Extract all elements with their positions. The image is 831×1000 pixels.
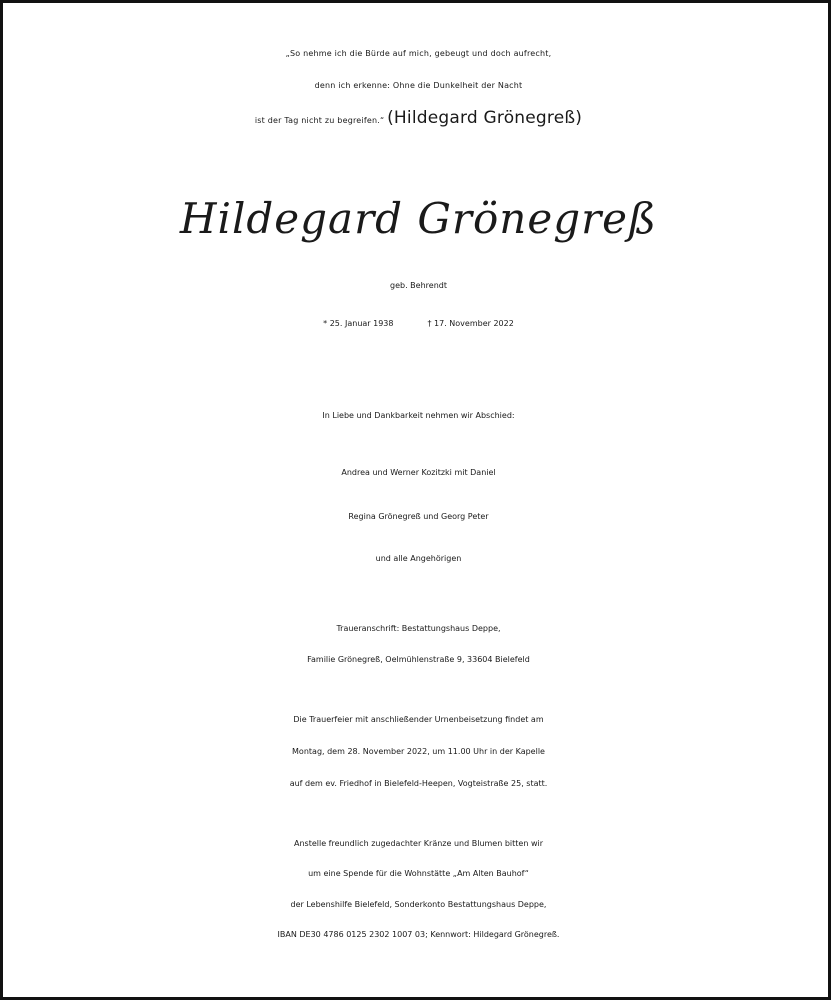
birth-name: geb. Behrendt (390, 281, 447, 290)
farewell-text: In Liebe und Dankbarkeit nehmen wir Abschied: (322, 411, 515, 420)
quote-text-end: ist der Tag nicht zu begreifen.“ (254, 116, 385, 125)
mourning-address-line: Traueranschrift: Bestattungshaus Deppe, (336, 624, 501, 633)
donation-info-line: IBAN DE30 4786 0125 2302 1007 03; Kennwort: Hildegard Grönegreß. (277, 930, 560, 939)
mourner-line: Regina Grönegreß und Georg Peter (348, 512, 489, 521)
quote-line-2: denn ich erkenne: Ohne die Dunkelheit der Nacht (314, 81, 523, 90)
death-date: † 17. November 2022 (427, 319, 514, 328)
mourning-address-line: Familie Grönegreß, Oelmühlenstraße 9, 33604 Bielefeld (307, 655, 530, 664)
funeral-info-line: auf dem ev. Friedhof in Bielefeld-Heepen, Vogteistraße 25, statt. (289, 779, 548, 788)
funeral-info-line: Montag, dem 28. November 2022, um 11.00 Uhr in der Kapelle (292, 747, 545, 756)
donation-info-line: um eine Spende für die Wohnstätte „Am Alten Bauhof“ (308, 869, 529, 878)
quote-attribution: (Hildegard Grönegreß) (387, 108, 583, 128)
quote-line-3 (3, 102, 831, 137)
life-dates (3, 319, 831, 328)
birth-date: * 25. Januar 1938 (323, 319, 394, 328)
donation-info-line: Anstelle freundlich zugedachter Kränze und Blumen bitten wir (293, 839, 544, 848)
deceased-name: Hildegard Grönegreß (179, 194, 658, 243)
mourner-line: und alle Angehörigen (375, 554, 462, 563)
funeral-info-line: Die Trauerfeier mit anschließender Urnenbeisetzung findet am (293, 715, 544, 724)
mourner-line: Andrea und Werner Kozitzki mit Daniel (341, 468, 496, 477)
donation-info-line: der Lebenshilfe Bielefeld, Sonderkonto Bestattungshaus Deppe, (290, 900, 547, 909)
quote-line-1: „So nehme ich die Bürde auf mich, gebeugt und doch aufrecht, (285, 49, 552, 58)
